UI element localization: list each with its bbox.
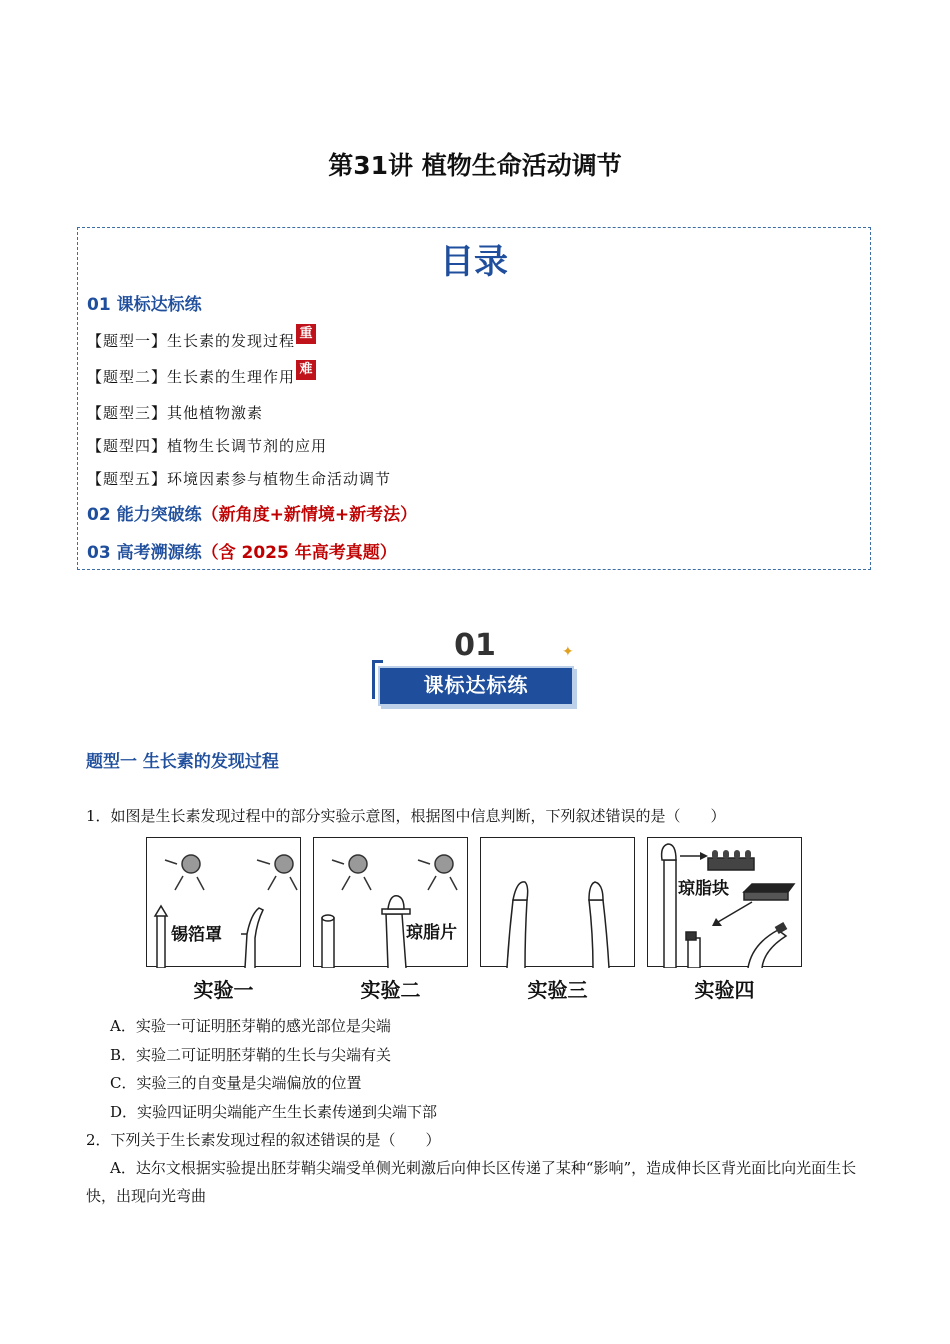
q1-option-c[interactable]: C．实验三的自变量是尖端偏放的位置 [110,1074,362,1092]
experiment-1-panel [146,837,301,967]
experiment-3-panel [480,837,635,967]
experiment-4-panel [647,837,802,967]
toc-section-3-label: 03 高考溯源练 [87,543,202,563]
agar-slice-label: 琼脂片 [406,923,457,943]
question-1-stem: 1．如图是生长素发现过程中的部分实验示意图，根据图中信息判断，下列叙述错误的是（ ） [86,807,726,825]
q2-option-a[interactable]: A．达尔文根据实验提出胚芽鞘尖端受单侧光刺激后向伸长区传递了某种“影响”，造成伸长区背光面比向光面生长快，出现向光弯曲 [86,1159,857,1205]
toc-item-4[interactable]: 【题型四】植物生长调节剂的应用 [87,437,328,455]
toc-item-3[interactable]: 【题型三】其他植物激素 [87,404,264,422]
experiment-3-drawing [481,838,636,968]
experiment-1-label: 实验一 [193,978,254,1002]
agar-block-label: 琼脂块 [678,879,729,899]
experiment-1-drawing [147,838,302,968]
section-badge [370,628,580,708]
q1-option-b[interactable]: B．实验二可证明胚芽鞘的生长与尖端有关 [110,1046,392,1064]
toc-section-3[interactable] [87,538,397,563]
experiment-3-label: 实验三 [527,978,588,1002]
badge-label: 课标达标练 [423,673,529,697]
toc-item-2[interactable] [87,362,316,387]
toc-section-1[interactable]: 01 课标达标练 [87,295,202,315]
experiment-4-label: 实验四 [694,978,755,1002]
tin-cap-label: 锡箔罩 [171,925,222,945]
toc-section-3-note: （含 2025 年高考真题） [201,543,397,563]
experiment-2-drawing [314,838,469,968]
experiment-figure [146,837,806,1007]
toc-item-label: 【题型二】生长素的生理作用 [87,368,296,386]
question-2-stem: 2．下列关于生长素发现过程的叙述错误的是（ ） [86,1131,441,1149]
experiment-4-drawing [648,838,803,968]
q1-option-a[interactable]: A．实验一可证明胚芽鞘的感光部位是尖端 [110,1017,391,1035]
toc-section-2[interactable] [87,500,417,525]
toc-section-2-note: （新角度+新情境+新考法） [201,505,418,525]
toc-item-5[interactable]: 【题型五】环境因素参与植物生命活动调节 [87,470,392,488]
table-of-contents [77,227,871,570]
page-title: 第31讲 植物生命活动调节 [328,151,622,180]
q1-option-d[interactable]: D．实验四证明尖端能产生生长素传递到尖端下部 [110,1103,438,1121]
toc-heading: 目录 [440,242,508,282]
toc-item-1[interactable] [87,326,316,351]
key-tag: 重 [296,324,316,344]
section-heading: 题型一 生长素的发现过程 [86,752,279,772]
badge-number: 01 [454,628,496,663]
toc-section-2-label: 02 能力突破练 [87,505,202,525]
experiment-2-label: 实验二 [360,978,421,1002]
toc-item-label: 【题型一】生长素的发现过程 [87,332,296,350]
difficult-tag: 难 [296,360,316,380]
experiment-2-panel [313,837,468,967]
sparkle-icon: ✦ [562,644,574,660]
